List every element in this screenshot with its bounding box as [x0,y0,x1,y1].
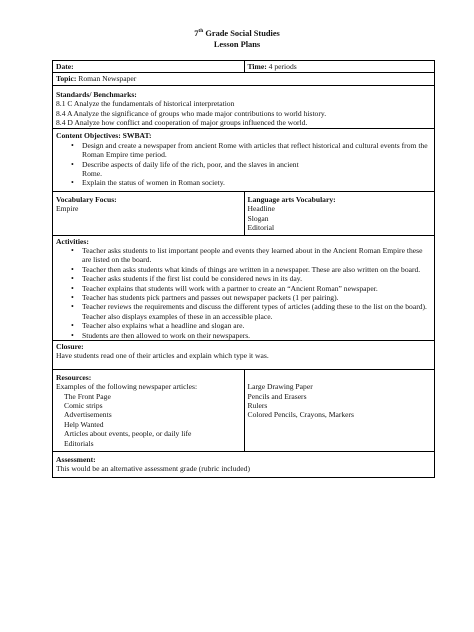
resources-label: Resources: [56,372,92,382]
resource-supply: Rulers [247,400,268,410]
objective-item: • Design and create a newspaper from ancient Rome with articles that reflect historical and cultural events from the Roman Empire time period. [82,141,431,160]
resources-intro: Examples of the following newspaper articles: [56,382,198,392]
objective-item: • Describe aspects of daily life of the rich, poor, and the slaves in ancient Rome. [82,160,431,179]
document-subtitle: Lesson Plans [213,39,261,49]
activities-row [53,235,434,340]
objectives-list [56,141,431,188]
closure-text: Have students read one of their articles and explain which type it was. [56,351,269,361]
activities-list [56,246,431,340]
resource-article: Help Wanted [64,419,104,429]
la-vocab-item: Editorial [247,223,275,233]
activity-item: • Teacher also explains what a headline and slogan are. [82,321,431,330]
standard-item: 8.4 D Analyze how conflict and cooperation of major groups influenced the world. [56,118,308,128]
time-cell: Time: 4 periods [244,61,435,72]
objectives-label: Content Objectives: SWBAT: [56,131,152,141]
lesson-plan-table [52,60,435,478]
assessment-label: Assessment: [56,455,96,465]
activity-item: • Teacher reviews the requirements and discuss the different types of articles (adding these to the list on the board). Teacher also displays examples of these in an accessible place. [82,302,431,321]
resource-supply: Large Drawing Paper [247,382,313,392]
closure-row [53,340,434,369]
resource-article: Comic strips [64,401,103,410]
assessment-text: This would be an alternative assessment grade (rubric included) [56,464,250,474]
date-time-row [53,61,434,72]
la-vocab-item: Slogan [247,213,269,223]
activity-item: • Teacher asks students to list important people and events they learned about in the Ancient Roman Empire these are listed on the board. [82,246,431,265]
topic-row: Topic: Roman Newspaper [53,72,434,84]
la-vocab-label: Language arts Vocabulary: [247,194,336,204]
vocab-focus-label: Vocabulary Focus: [56,194,117,204]
standards-label: Standards/ Benchmarks: [56,89,137,99]
activity-item: • Teacher then asks students what kinds of things are written in a newspaper. These are also written on the board. [82,265,431,274]
standard-item: 8.1 C Analyze the fundamentals of historical interpretation [56,99,235,109]
objectives-row [53,128,434,190]
activity-item: • Teacher explains that students will work with a partner to create an “Ancient Roman” newspaper. [82,284,431,293]
standards-row [53,85,434,129]
assessment-row [53,451,434,477]
date-cell: Date: [56,62,74,71]
activities-label: Activities: [56,236,89,246]
vocabulary-row [53,191,434,235]
activity-item: • Teacher has students pick partners and passes out newspaper packets (1 per pairing). [82,293,431,302]
resource-supply: Colored Pencils, Crayons, Markers [247,410,355,420]
resource-article: Advertisements [64,410,112,420]
resource-supply: Pencils and Erasers [247,391,307,401]
document-title: 7th Grade Social Studies Lesson Plans [0,26,474,50]
resource-article: The Front Page [64,391,111,401]
standard-item: 8.4 A Analyze the significance of groups who made major contributions to world history. [56,108,327,118]
closure-label: Closure: [56,341,84,351]
resources-row [53,369,434,451]
activity-item: • Students are then allowed to work on their newspapers. [82,331,431,340]
la-vocab-item: Headline [247,204,275,214]
resource-article: Articles about events, people, or daily life [64,429,192,439]
vocab-focus-item: Empire [56,204,79,214]
activity-item: • Teacher asks students if the first list could be considered news in its day. [82,274,431,283]
objective-item: • Explain the status of women in Roman society. [82,178,431,187]
resource-article: Editorials [64,438,94,448]
